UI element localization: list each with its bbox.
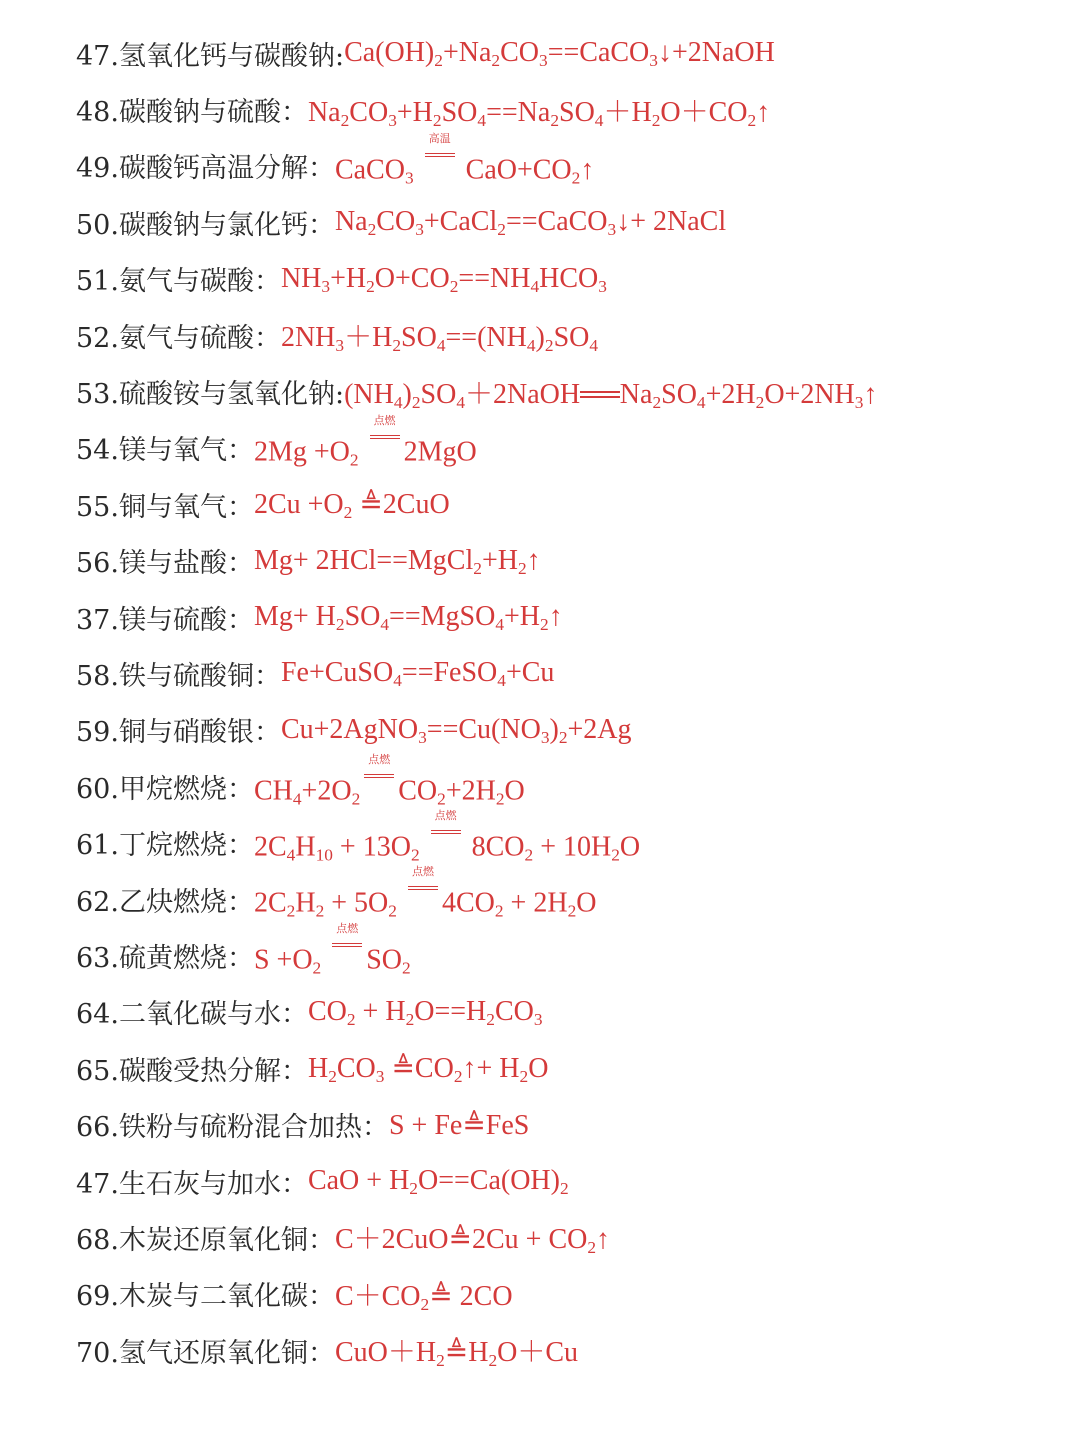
reaction-condition: 点燃 (373, 415, 396, 428)
equation-number: 47. (76, 40, 119, 72)
chemical-equation: CaO + $H_2O==Ca(OH)_2$ (307, 1165, 569, 1198)
reaction-name: 木炭与二氧化碳： (118, 1281, 335, 1313)
equation-number: 37. (76, 604, 119, 636)
equation-line (76, 1153, 1056, 1209)
equation-label (76, 823, 254, 862)
reaction-condition-sign (330, 922, 364, 953)
reaction-name: 铁粉与硫粉混合加热： (118, 1112, 389, 1144)
chemical-equation: $2NH_3+H_2SO_4==(NH_4)_2SO_4$ (280, 322, 599, 355)
reaction-name: 碳酸钠与硫酸： (118, 97, 308, 129)
reaction-name: 铜与硝酸银： (118, 717, 281, 749)
equation-line (76, 1209, 1056, 1265)
equation-number: 65. (76, 1055, 119, 1087)
chemical-equation: $2Mg +O_2$ 点燃 2MgO (253, 415, 477, 470)
reaction-name: 二氧化碳与水： (118, 999, 308, 1031)
reaction-condition-sign (406, 866, 440, 896)
reaction-condition: 点燃 (434, 809, 457, 822)
equation-label (76, 880, 254, 919)
reaction-name: 氢气还原氧化铜： (118, 1337, 335, 1369)
equation-number: 51. (76, 266, 119, 298)
reaction-name: 氨气与硫酸： (118, 322, 281, 354)
equation-line (76, 645, 1056, 701)
equation-list (76, 25, 1056, 1378)
equation-number: 52. (76, 322, 119, 354)
reaction-name: 乙炔燃烧： (118, 886, 254, 918)
equation-label (76, 654, 281, 693)
equation-number: 64. (76, 999, 119, 1031)
reaction-name: 氢氧化钙与碳酸钠: (118, 40, 345, 72)
equation-number: 58. (76, 660, 119, 692)
equation-line (76, 133, 1056, 194)
reaction-condition-sign (368, 415, 402, 445)
equation-number: 62. (76, 886, 119, 918)
chemical-equation: $CuO+H_2≜H_2O+Cu$ (334, 1337, 579, 1371)
reaction-condition-sign (362, 753, 396, 784)
chemical-equation: $S +O_2$ 点燃 $SO_2$ (253, 922, 411, 977)
chemical-equation: $H_2CO_3$ $≜CO_2↑+ H_2O$ (307, 1053, 549, 1087)
equation-label (76, 259, 281, 298)
equation-number: 70. (76, 1337, 119, 1369)
equation-label (76, 1218, 335, 1257)
reaction-name: 硫黄燃烧： (118, 942, 254, 974)
equation-label (76, 541, 254, 580)
equation-line (76, 809, 1056, 870)
equation-line (76, 476, 1056, 532)
equation-label (76, 316, 281, 355)
reaction-name: 镁与氧气： (118, 435, 254, 467)
reaction-condition-sign (429, 809, 463, 840)
reaction-name: 镁与硫酸： (118, 604, 254, 636)
chemical-equation: S + Fe≜FeS (388, 1109, 530, 1141)
equation-label (76, 936, 254, 975)
equation-line (76, 25, 1056, 81)
chemical-equation: $Na_2CO_3+CaCl_2==CaCO_3↓+$ 2NaCl (334, 206, 727, 240)
chemical-equation: Fe+CuSO$_4$==FeSO$_4$+Cu (280, 657, 555, 691)
equation-label (76, 598, 254, 637)
chemical-equation: $Cu+2AgNO_3==Cu(NO_3)_2+2Ag$ (280, 713, 632, 747)
chemical-equation: $CO_2 + H_2O==H_2CO_3$ (307, 995, 543, 1029)
equation-number: 55. (76, 491, 119, 523)
reaction-name: 丁烷燃烧： (118, 830, 254, 862)
equation-label (76, 203, 335, 242)
equation-number: 61. (76, 830, 119, 862)
equation-label (76, 1331, 335, 1370)
equation-line (76, 307, 1056, 363)
reaction-name: 碳酸受热分解： (118, 1055, 308, 1087)
reaction-condition-sign (423, 133, 457, 163)
equation-number: 47. (76, 1168, 119, 1200)
equation-line (76, 81, 1056, 137)
equation-line (76, 922, 1056, 983)
equation-line (76, 415, 1056, 476)
equation-line (76, 753, 1056, 814)
chemical-equation: $CH_4+2O_2$ 点燃 $CO_2+2H_2O$ (253, 753, 525, 808)
equation-number: 48. (76, 97, 119, 129)
equation-number: 60. (76, 773, 119, 805)
equation-label (76, 428, 254, 467)
chemical-equation: $NH_3+H_2O+CO_2==NH_4HCO_3$ (280, 262, 607, 296)
equation-line (76, 1096, 1056, 1152)
equation-number: 66. (76, 1112, 119, 1144)
equation-line (76, 1266, 1056, 1322)
chemical-equation: $Mg+ 2HCl==MgCl_2+H_2↑$ (253, 544, 541, 578)
equation-line (76, 1040, 1056, 1096)
equation-label (76, 1162, 308, 1201)
equation-label (76, 372, 344, 411)
reaction-name: 碳酸钠与氯化钙： (118, 209, 335, 241)
equation-number: 54. (76, 435, 119, 467)
chemical-equation: $Ca(OH)_2+Na_2CO_3==CaCO_3↓+2NaOH$ (344, 37, 775, 71)
equation-number: 50. (76, 209, 119, 241)
equation-label (76, 1274, 335, 1313)
chemical-equation: $(NH_4)_2SO_4+2NaOH══Na_2SO_4+2H_2O+2NH_3↑$ (344, 378, 878, 412)
equation-line (76, 194, 1056, 250)
chemical-equation: $2Cu +O_2$ ≜2CuO (253, 489, 450, 523)
chemical-equation: $2C_4H_{10} + 13O_2$ 点燃 $8CO_2 + 10H_2O$ (253, 809, 641, 865)
equation-number: 63. (76, 942, 119, 974)
chemical-equation: CaCO$_3$ 高温 $CaO+CO_2↑$ (334, 133, 595, 188)
reaction-name: 甲烷燃烧： (118, 773, 254, 805)
reaction-condition: 点燃 (411, 866, 434, 879)
reaction-name: 硫酸铵与氢氧化钠: (118, 379, 345, 411)
equation-label (76, 710, 281, 749)
equation-line (76, 363, 1056, 419)
equation-label (76, 1049, 308, 1088)
reaction-name: 碳酸钙高温分解： (118, 153, 335, 185)
equation-label (76, 485, 254, 524)
chemical-equation: $2C_2H_2 + 5O_2$ 点燃 $4CO_2 + 2H_2O$ (253, 866, 597, 921)
equation-number: 68. (76, 1224, 119, 1256)
equation-line (76, 866, 1056, 927)
chemical-equation: C＋2CuO≜2Cu + $CO_2↑$ (334, 1224, 611, 1258)
equation-label (76, 1105, 389, 1144)
equation-number: 59. (76, 717, 119, 749)
reaction-name: 铁与硫酸铜： (118, 660, 281, 692)
reaction-name: 氨气与碳酸： (118, 266, 281, 298)
equation-line (76, 589, 1056, 645)
equation-number: 69. (76, 1281, 119, 1313)
reaction-condition: 点燃 (336, 922, 359, 935)
chemical-equation: $C+CO_2≜$ 2CO (334, 1280, 513, 1314)
equation-line (76, 251, 1056, 307)
equation-line (76, 533, 1056, 589)
equation-number: 56. (76, 548, 119, 580)
equation-label (76, 992, 308, 1031)
reaction-name: 生石灰与加水： (118, 1168, 308, 1200)
reaction-name: 木炭还原氧化铜： (118, 1224, 335, 1256)
equation-label (76, 90, 308, 129)
equation-label (76, 146, 335, 185)
equation-line (76, 984, 1056, 1040)
reaction-name: 铜与氧气： (118, 491, 254, 523)
reaction-name: 镁与盐酸： (118, 548, 254, 580)
reaction-condition: 点燃 (368, 753, 391, 766)
equation-line (76, 1322, 1056, 1378)
chemical-equation: $Mg+ H_2SO_4==MgSO_4+H_2↑$ (253, 601, 563, 634)
reaction-condition: 高温 (428, 133, 451, 146)
equation-number: 53. (76, 379, 119, 411)
equation-number: 49. (76, 153, 119, 185)
equation-label (76, 34, 344, 73)
equation-line (76, 702, 1056, 758)
equation-label (76, 767, 254, 806)
chemical-equation: $Na_2CO_3+H_2SO_4==Na_2SO_4+H_2O+CO_2↑$ (307, 96, 771, 130)
